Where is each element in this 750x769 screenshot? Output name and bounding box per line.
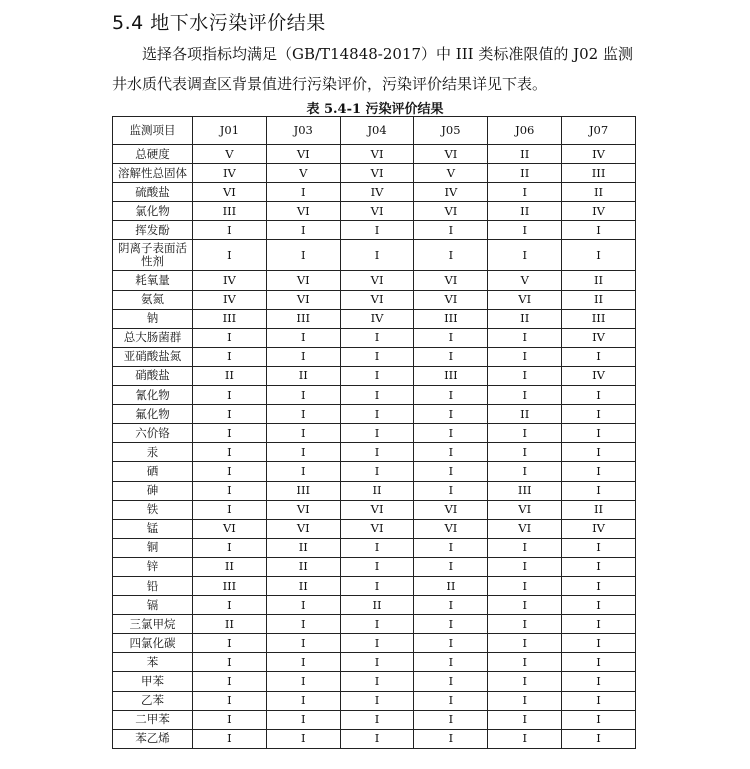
grade-cell: I [266,405,340,424]
grade-cell: II [340,596,414,615]
parameter-cell: 氨氮 [113,290,193,309]
grade-cell: I [562,557,636,576]
table-row [113,366,636,385]
grade-cell: I [562,443,636,462]
grade-cell: I [488,462,562,481]
grade-cell: I [414,557,488,576]
parameter-cell: 氟化物 [113,405,193,424]
grade-cell: I [193,729,267,748]
grade-cell: VI [340,271,414,290]
parameter-cell: 硫酸盐 [113,183,193,202]
grade-cell: I [340,634,414,653]
grade-cell: III [414,309,488,328]
grade-cell: I [266,653,340,672]
parameter-cell: 镉 [113,596,193,615]
grade-cell: I [266,328,340,347]
grade-cell: IV [562,145,636,164]
table-row [113,615,636,634]
grade-cell: II [193,366,267,385]
grade-cell: I [193,538,267,557]
table-row [113,164,636,183]
grade-cell: I [266,634,340,653]
table-row [113,576,636,595]
table-row [113,271,636,290]
grade-cell: I [488,729,562,748]
parameter-cell: 铅 [113,576,193,595]
grade-cell: I [340,538,414,557]
grade-cell: I [414,653,488,672]
table-row [113,557,636,576]
grade-cell: I [562,481,636,500]
grade-cell: I [266,710,340,729]
header-cell: 监测项目 [113,117,193,145]
grade-cell: II [266,538,340,557]
grade-cell: I [562,634,636,653]
grade-cell: I [562,729,636,748]
parameter-cell: 锰 [113,519,193,538]
grade-cell: IV [562,328,636,347]
grade-cell: III [266,481,340,500]
parameter-cell: 硝酸盐 [113,366,193,385]
grade-cell: I [266,424,340,443]
parameter-cell: 汞 [113,443,193,462]
grade-cell: VI [266,500,340,519]
grade-cell: I [193,405,267,424]
grade-cell: I [562,672,636,691]
grade-cell: I [193,653,267,672]
grade-cell: VI [266,145,340,164]
table-row [113,145,636,164]
grade-cell: I [414,729,488,748]
grade-cell: III [414,366,488,385]
grade-cell: I [414,328,488,347]
parameter-cell: 铁 [113,500,193,519]
intro-paragraph: 选择各项指标均满足（GB/T14848-2017）中 III 类标准限值的 J02 监测井水质代表调查区背景值进行污染评价，污染评价结果详见下表。 [112,45,633,93]
grade-cell: IV [414,183,488,202]
grade-cell: I [562,596,636,615]
grade-cell: V [266,164,340,183]
grade-cell: IV [562,519,636,538]
table-row [113,538,636,557]
grade-cell: VI [266,519,340,538]
parameter-cell: 乙苯 [113,691,193,710]
grade-cell: VI [414,500,488,519]
grade-cell: VI [488,500,562,519]
grade-cell: VI [340,202,414,221]
grade-cell: V [193,145,267,164]
table-row [113,309,636,328]
grade-cell: II [266,576,340,595]
parameter-cell: 挥发酚 [113,221,193,240]
grade-cell: I [340,386,414,405]
grade-cell: I [266,672,340,691]
parameter-cell: 钠 [113,309,193,328]
grade-cell: I [414,538,488,557]
grade-cell: I [488,672,562,691]
grade-cell: I [340,729,414,748]
table-row [113,202,636,221]
parameter-cell: 铜 [113,538,193,557]
grade-cell: III [193,309,267,328]
grade-cell: II [340,481,414,500]
parameter-cell: 溶解性总固体 [113,164,193,183]
grade-cell: I [414,347,488,366]
grade-cell: I [340,691,414,710]
grade-cell: VI [193,183,267,202]
grade-cell: I [562,221,636,240]
table-row [113,424,636,443]
grade-cell: I [414,240,488,271]
grade-cell: II [488,164,562,183]
grade-cell: I [414,672,488,691]
grade-cell: I [266,183,340,202]
header-cell: J06 [488,117,562,145]
grade-cell: VI [266,290,340,309]
table-row [113,290,636,309]
grade-cell: I [266,386,340,405]
grade-cell: III [193,576,267,595]
grade-cell: I [414,634,488,653]
grade-cell: I [562,424,636,443]
grade-cell: VI [340,519,414,538]
grade-cell: I [340,443,414,462]
grade-cell: VI [414,271,488,290]
grade-cell: I [562,405,636,424]
grade-cell: I [193,240,267,271]
grade-cell: I [488,221,562,240]
grade-cell: I [488,615,562,634]
table-row [113,672,636,691]
header-cell: J05 [414,117,488,145]
grade-cell: VI [266,271,340,290]
grade-cell: I [562,538,636,557]
grade-cell: IV [193,271,267,290]
grade-cell: I [488,576,562,595]
parameter-cell: 六价铬 [113,424,193,443]
grade-cell: I [266,691,340,710]
grade-cell: II [562,271,636,290]
grade-cell: I [562,576,636,595]
table-row [113,481,636,500]
grade-cell: I [193,596,267,615]
grade-cell: VI [488,290,562,309]
parameter-cell: 锌 [113,557,193,576]
header-cell: J04 [340,117,414,145]
grade-cell: I [193,386,267,405]
grade-cell: I [340,221,414,240]
grade-cell: I [488,424,562,443]
grade-cell: IV [562,366,636,385]
grade-cell: I [340,462,414,481]
parameter-cell: 硒 [113,462,193,481]
grade-cell: I [340,557,414,576]
table-row [113,443,636,462]
grade-cell: V [414,164,488,183]
grade-cell: I [266,240,340,271]
grade-cell: I [193,443,267,462]
grade-cell: I [340,366,414,385]
grade-cell: I [266,443,340,462]
parameter-cell: 阴离子表面活性剂 [113,240,193,271]
grade-cell: I [414,443,488,462]
grade-cell: I [193,328,267,347]
grade-cell: II [562,290,636,309]
grade-cell: IV [562,202,636,221]
section-heading: 5.4 地下水污染评价结果 [112,12,326,34]
grade-cell: IV [193,164,267,183]
grade-cell: IV [340,183,414,202]
parameter-cell: 氰化物 [113,386,193,405]
grade-cell: I [488,386,562,405]
grade-cell: I [562,691,636,710]
table-row [113,596,636,615]
parameter-cell: 耗氧量 [113,271,193,290]
grade-cell: I [488,443,562,462]
table-row [113,221,636,240]
parameter-cell: 总大肠菌群 [113,328,193,347]
grade-cell: I [488,328,562,347]
grade-cell: I [193,462,267,481]
grade-cell: I [193,347,267,366]
grade-cell: I [340,615,414,634]
grade-cell: I [414,481,488,500]
grade-cell: III [488,481,562,500]
grade-cell: I [488,347,562,366]
grade-cell: I [488,710,562,729]
grade-cell: I [193,424,267,443]
grade-cell: VI [414,519,488,538]
grade-cell: I [414,386,488,405]
grade-cell: I [340,347,414,366]
grade-cell: I [488,691,562,710]
grade-cell: II [488,202,562,221]
header-cell: J03 [266,117,340,145]
table-caption: 表 5.4-1 污染评价结果 [306,102,444,117]
parameter-cell: 二甲苯 [113,710,193,729]
grade-cell: I [562,615,636,634]
parameter-cell: 苯乙烯 [113,729,193,748]
grade-cell: VI [414,202,488,221]
grade-cell: VI [340,145,414,164]
table-row [113,328,636,347]
table-row [113,183,636,202]
grade-cell: I [340,328,414,347]
grade-cell: I [562,347,636,366]
grade-cell: I [340,424,414,443]
grade-cell: I [488,240,562,271]
table-row [113,405,636,424]
grade-cell: I [414,462,488,481]
grade-cell: VI [414,145,488,164]
grade-cell: IV [340,309,414,328]
grade-cell: I [562,710,636,729]
grade-cell: III [562,164,636,183]
grade-cell: I [193,634,267,653]
grade-cell: I [266,221,340,240]
parameter-cell: 苯 [113,653,193,672]
grade-cell: I [340,653,414,672]
grade-cell: III [562,309,636,328]
header-cell: J01 [193,117,267,145]
grade-cell: I [488,183,562,202]
table-header-row [113,117,636,145]
grade-cell: I [414,596,488,615]
grade-cell: I [193,500,267,519]
grade-cell: I [340,672,414,691]
grade-cell: I [340,576,414,595]
grade-cell: I [488,538,562,557]
grade-cell: I [488,557,562,576]
grade-cell: I [340,405,414,424]
grade-cell: I [193,221,267,240]
header-cell: J07 [562,117,636,145]
table-row [113,240,636,271]
parameter-cell: 甲苯 [113,672,193,691]
grade-cell: I [340,240,414,271]
grade-cell: I [414,424,488,443]
grade-cell: VI [340,500,414,519]
grade-cell: II [266,557,340,576]
grade-cell: II [562,183,636,202]
grade-cell: I [193,672,267,691]
grade-cell: II [193,615,267,634]
grade-cell: I [193,710,267,729]
parameter-cell: 亚硝酸盐氮 [113,347,193,366]
grade-cell: VI [340,164,414,183]
grade-cell: I [414,615,488,634]
grade-cell: VI [488,519,562,538]
grade-cell: IV [193,290,267,309]
grade-cell: III [266,309,340,328]
grade-cell: I [488,366,562,385]
grade-cell: I [266,462,340,481]
grade-cell: VI [193,519,267,538]
grade-cell: I [562,240,636,271]
grade-cell: I [488,653,562,672]
grade-cell: I [193,691,267,710]
parameter-cell: 四氯化碳 [113,634,193,653]
grade-cell: VI [266,202,340,221]
grade-cell: V [488,271,562,290]
grade-cell: II [414,576,488,595]
parameter-cell: 三氯甲烷 [113,615,193,634]
grade-cell: I [562,462,636,481]
table-row [113,691,636,710]
grade-cell: VI [340,290,414,309]
table-row [113,653,636,672]
grade-cell: I [414,405,488,424]
grade-cell: I [266,729,340,748]
grade-cell: I [488,596,562,615]
parameter-cell: 砷 [113,481,193,500]
table-row [113,729,636,748]
grade-cell: I [414,221,488,240]
parameter-cell: 氯化物 [113,202,193,221]
grade-cell: III [193,202,267,221]
grade-cell: II [488,145,562,164]
grade-cell: I [266,596,340,615]
grade-cell: II [193,557,267,576]
grade-cell: I [266,615,340,634]
table-row [113,386,636,405]
grade-cell: I [562,653,636,672]
grade-cell: II [488,309,562,328]
grade-cell: I [414,710,488,729]
grade-cell: I [266,347,340,366]
grade-cell: II [488,405,562,424]
grade-cell: I [488,634,562,653]
grade-cell: I [340,710,414,729]
table-row [113,500,636,519]
grade-cell: I [193,481,267,500]
table-row [113,710,636,729]
parameter-cell: 总硬度 [113,145,193,164]
table-row [113,462,636,481]
pollution-evaluation-table [112,116,636,749]
table-row [113,347,636,366]
grade-cell: VI [414,290,488,309]
grade-cell: II [562,500,636,519]
grade-cell: II [266,366,340,385]
table-row [113,519,636,538]
table-row [113,634,636,653]
grade-cell: I [562,386,636,405]
grade-cell: I [414,691,488,710]
